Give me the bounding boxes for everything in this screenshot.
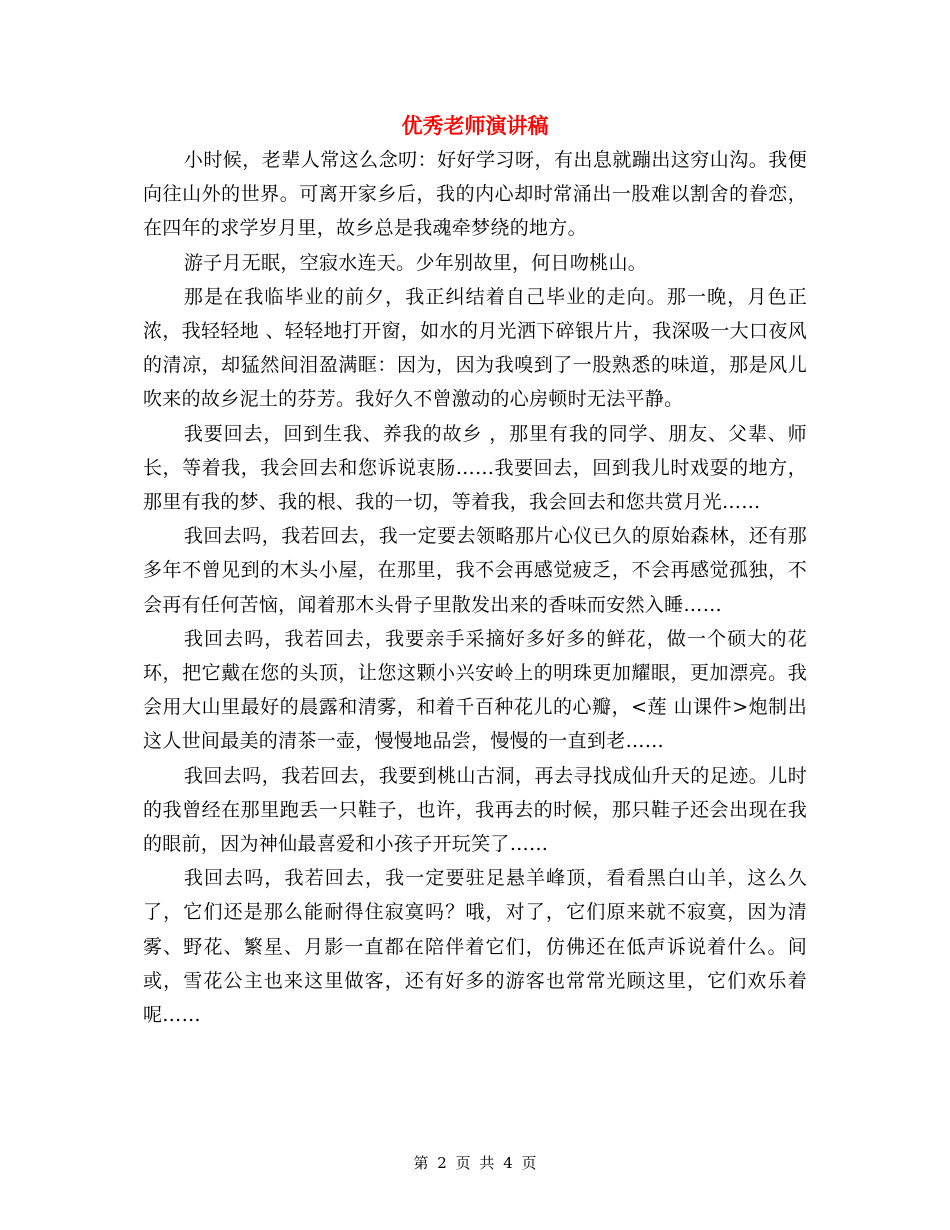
document-body <box>143 143 807 1032</box>
footer-label-di: 第 <box>413 1154 429 1172</box>
paragraph-4: 我要回去，回到生我、养我的故乡 ，那里有我的同学、朋友、父辈、师长，等着我，我会回去和您诉说衷肠……我要回去，回到我儿时戏耍的地方，那里有我的梦、我的根、我的一切，等着我，我会回去和您共赏月光…… <box>143 422 807 514</box>
footer-current-page: 2 <box>437 1154 447 1172</box>
paragraph-3: 那是在我临毕业的前夕，我正纠结着自己毕业的走向。那一晚，月色正浓，我轻轻地 、轻轻地打开窗，如水的月光洒下碎银片片，我深吸一大口夜风的清凉，却猛然间泪盈满眶：因为，因为我嗅到了一股熟悉的味道，那是风儿吹来的故乡泥土的芬芳。我好久不曾激动的心房顿时无法平静。 <box>143 285 807 411</box>
paragraph-8: 我回去吗，我若回去，我一定要驻足悬羊峰顶，看看黑白山羊，这么久了，它们还是那么能耐得住寂寞吗？哦，对了，它们原来就不寂寞，因为清雾、野花、繁星、月影一直都在陪伴着它们，仿佛还在低声诉说着什么。间或，雪花公主也来这里做客，还有好多的游客也常常光顾这里，它们欢乐着呢…… <box>143 867 807 1027</box>
paragraph-7: 我回去吗，我若回去，我要到桃山古洞，再去寻找成仙升天的足迹。儿时的我曾经在那里跑丢一只鞋子，也许，我再去的时候，那只鞋子还会出现在我的眼前，因为神仙最喜爱和小孩子开玩笑了…… <box>143 764 807 856</box>
paragraph-2: 游子月无眠，空寂水连天。少年别故里，何日吻桃山。 <box>183 251 648 274</box>
paragraph-5: 我回去吗，我若回去，我一定要去领略那片心仪已久的原始森林，还有那多年不曾见到的木头小屋，在那里，我不会再感觉疲乏，不会再感觉孤独，不会再有任何苦恼，闻着那木头骨子里散发出来的香味而安然入睡…… <box>143 525 807 616</box>
footer-label-ye: 页 <box>455 1154 471 1172</box>
footer-label-gong: 共 <box>479 1154 495 1172</box>
paragraph-1: 小时候，老辈人常这么念叨：好好学习呀，有出息就蹦出这穷山沟。我便向往山外的世界。可离开家乡后，我的内心却时常涌出一股难以割舍的眷恋，在四年的求学岁月里，故乡总是我魂牵梦绕的地方。 <box>143 149 807 240</box>
footer-label-ye2: 页 <box>521 1154 537 1172</box>
paragraph-6: 我回去吗，我若回去，我要亲手采摘好多好多的鲜花，做一个硕大的花环，把它戴在您的头顶，让您这颗小兴安岭上的明珠更加耀眼，更加漂亮。我会用大山里最好的晨露和清雾，和着千百种花儿的心瓣，<莲 山课件>炮制出这人世间最美的清茶一壶，慢慢地品尝，慢慢的一直到老…… <box>143 627 807 753</box>
page-footer <box>0 1152 950 1174</box>
footer-total-pages: 4 <box>503 1154 513 1172</box>
document-title: 优秀老师演讲稿 <box>401 113 549 138</box>
